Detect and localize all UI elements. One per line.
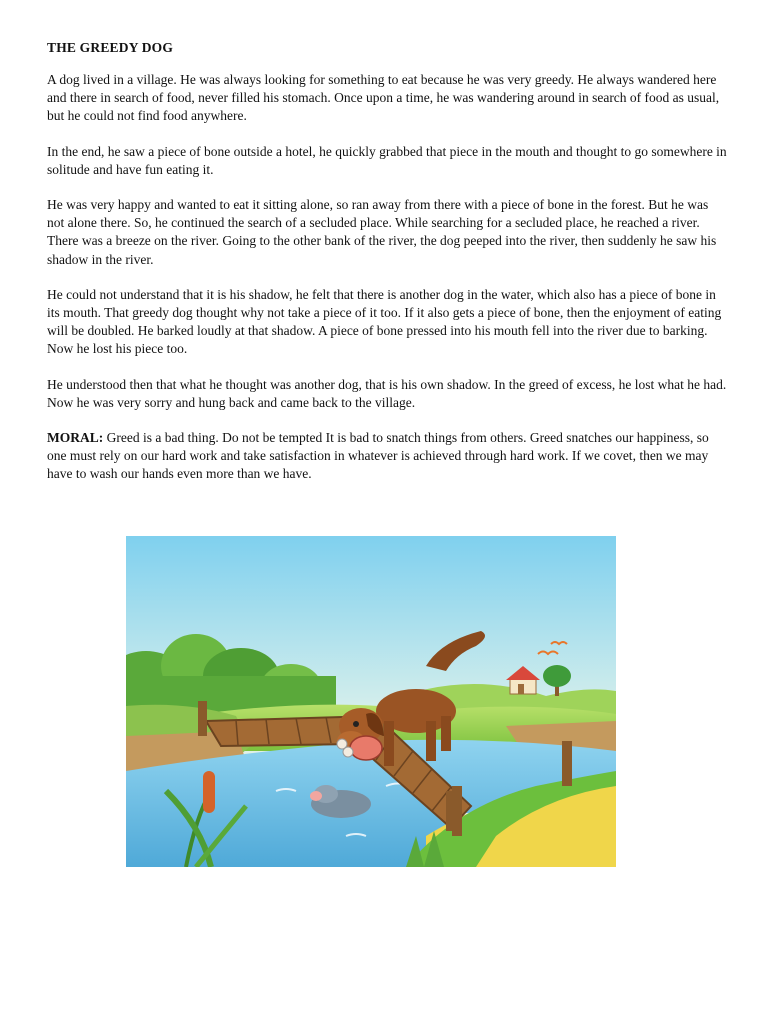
moral-text: Greed is a bad thing. Do not be tempted It is bad to snatch things from others. Greed snatches our happiness, so one must rely on our hard work and take satisfaction in whatever is achieved through hard work. If we covet, then we may have to wash our hands even more than we have. [47,430,709,482]
story-title: THE GREEDY DOG [47,40,174,55]
story-paragraph-1: A dog lived in a village. He was always looking for something to eat because he was very greedy. He always wandered here and there in search of food, never filled his stomach. Once upon a time, he was wandering around in search of food as usual, but he could not find food anywhere. [47,72,720,124]
story-illustration [126,536,616,867]
story-paragraph-4: He could not understand that it is his shadow, he felt that there is another dog in the water, which also has a piece of bone in its mouth. That greedy dog thought why not take a piece of it too. If it also gets a piece of bone, then the enjoyment of eating will be doubled. He barked loudly at that shadow. A piece of bone pressed into his mouth fell into the river due to barking. Now he lost his piece too. [47,286,722,357]
moral-paragraph [47,429,727,484]
story-paragraph-2: In the end, he saw a piece of bone outside a hotel, he quickly grabbed that piece in the mouth and thought to go somewhere in solitude and have fun eating it. [47,143,727,177]
document-page [47,40,727,501]
moral-label: MORAL: [47,430,104,446]
story-paragraph-3: He was very happy and wanted to eat it sitting alone, so ran away from there with a piece of bone in the forest. But he was not alone there. So, he continued the search of a secluded place. While searching for a secluded place, he reached a river. There was a breeze on the river. Going to the other bank of the river, the dog peeped into the river, then suddenly he saw his shadow in the river. [47,197,717,267]
story-paragraph-5: He understood then that what he thought was another dog, that is his own shadow. In the greed of excess, he lost what he had. Now he was very sorry and hung back and came back to the village. [47,376,727,410]
